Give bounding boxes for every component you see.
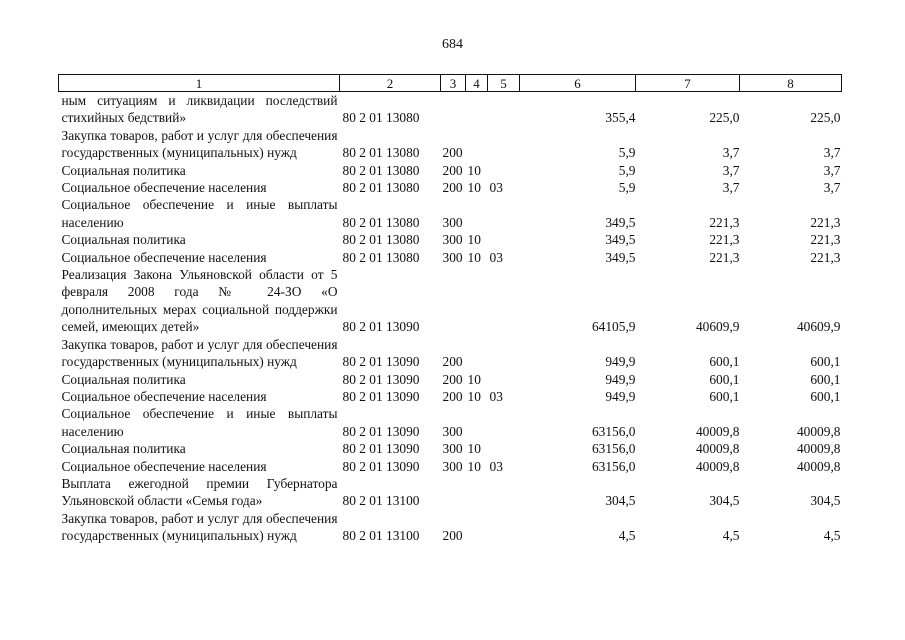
table-row <box>59 388 842 405</box>
row-pr <box>488 371 520 388</box>
row-pr: 03 <box>489 180 503 196</box>
row-pr: 03 <box>489 458 503 474</box>
row-name: Реализация Закона Ульяновской области от 5 февраля 2008 года № 24-ЗО «О дополнительных мерах социальной поддержки семей, имеющих детей» <box>61 267 338 335</box>
row-value-6: 304,5 <box>605 493 636 509</box>
row-value-7: 600,1 <box>709 371 740 387</box>
table-row <box>59 162 842 179</box>
row-rz: 10 <box>467 162 481 178</box>
row-value-7: 40009,8 <box>695 441 740 457</box>
row-pr <box>488 405 520 440</box>
table-row <box>59 179 842 196</box>
row-rz <box>466 405 488 440</box>
row-pr: 03 <box>489 249 503 265</box>
row-code: 80 2 01 13080 <box>342 214 420 230</box>
row-value-7: 221,3 <box>709 214 740 230</box>
row-value-8: 40609,9 <box>796 319 841 335</box>
row-vr: 200 <box>442 145 463 161</box>
row-value-6: 949,9 <box>605 388 636 404</box>
row-code: 80 2 01 13090 <box>342 371 420 387</box>
row-code: 80 2 01 13090 <box>342 441 420 457</box>
row-vr: 300 <box>442 232 463 248</box>
row-value-8: 4,5 <box>823 528 841 544</box>
row-name: Закупка товаров, работ и услуг для обеспечения государственных (муниципальных) нужд <box>61 336 338 370</box>
row-pr <box>488 231 520 248</box>
row-code: 80 2 01 13080 <box>342 232 420 248</box>
row-code: 80 2 01 13100 <box>342 528 420 544</box>
row-name: ным ситуациям и ликвидации последствий стихийных бедствий» <box>61 93 338 126</box>
header-col-7: 7 <box>636 75 740 92</box>
row-value-8: 600,1 <box>810 388 841 404</box>
row-name: Социальная политика <box>61 232 186 248</box>
row-rz <box>466 475 488 510</box>
page-number: 684 <box>442 37 463 52</box>
row-value-8: 40009,8 <box>796 458 841 474</box>
row-value-6: 63156,0 <box>591 423 636 439</box>
row-code: 80 2 01 13090 <box>342 354 420 370</box>
row-code: 80 2 01 13080 <box>342 180 420 196</box>
row-rz: 10 <box>467 371 481 387</box>
row-value-7: 221,3 <box>709 249 740 265</box>
row-pr: 03 <box>489 388 503 404</box>
row-vr: 300 <box>442 423 463 439</box>
table-row <box>59 405 842 440</box>
row-pr <box>488 127 520 162</box>
row-value-8: 40009,8 <box>796 441 841 457</box>
row-pr <box>488 162 520 179</box>
row-value-6: 949,9 <box>605 371 636 387</box>
row-value-6: 355,4 <box>605 110 636 126</box>
row-vr <box>441 266 466 336</box>
row-value-7: 225,0 <box>709 110 740 126</box>
header-col-8: 8 <box>740 75 842 92</box>
row-vr: 200 <box>442 388 463 404</box>
row-value-6: 63156,0 <box>591 458 636 474</box>
table-row <box>59 371 842 388</box>
row-name: Социальное обеспечение и иные выплаты населению <box>61 406 338 439</box>
row-value-6: 349,5 <box>605 232 636 248</box>
row-value-7: 3,7 <box>722 162 740 178</box>
row-rz: 10 <box>467 441 481 457</box>
header-col-5: 5 <box>488 75 520 92</box>
row-pr <box>488 336 520 371</box>
row-code: 80 2 01 13090 <box>342 423 420 439</box>
row-name: Социальное обеспечение населения <box>61 180 267 196</box>
row-name: Социальное обеспечение и иные выплаты населению <box>61 197 338 230</box>
row-value-8: 304,5 <box>810 493 841 509</box>
table-row <box>59 92 842 127</box>
row-value-8: 3,7 <box>823 162 841 178</box>
row-value-7: 4,5 <box>722 528 740 544</box>
row-value-6: 64105,9 <box>591 319 636 335</box>
row-code: 80 2 01 13080 <box>342 162 420 178</box>
row-code: 80 2 01 13090 <box>342 458 420 474</box>
row-pr <box>488 440 520 457</box>
row-value-8: 221,3 <box>810 232 841 248</box>
table-row <box>59 249 842 266</box>
row-value-8: 221,3 <box>810 214 841 230</box>
row-rz <box>466 510 488 545</box>
row-name: Социальная политика <box>61 162 186 178</box>
row-rz <box>466 196 488 231</box>
row-value-7: 221,3 <box>709 232 740 248</box>
header-col-3: 3 <box>441 75 466 92</box>
row-name: Социальное обеспечение населения <box>61 249 267 265</box>
row-value-6: 349,5 <box>605 214 636 230</box>
table-row <box>59 440 842 457</box>
table-row <box>59 127 842 162</box>
row-value-6: 63156,0 <box>591 441 636 457</box>
row-value-7: 600,1 <box>709 354 740 370</box>
header-col-6: 6 <box>520 75 636 92</box>
row-value-8: 600,1 <box>810 354 841 370</box>
row-pr <box>488 475 520 510</box>
table-row <box>59 266 842 336</box>
budget-table <box>58 74 842 545</box>
row-rz <box>466 266 488 336</box>
row-rz: 10 <box>467 232 481 248</box>
row-value-6: 4,5 <box>618 528 636 544</box>
row-name: Закупка товаров, работ и услуг для обеспечения государственных (муниципальных) нужд <box>61 510 338 544</box>
row-pr <box>488 196 520 231</box>
row-vr: 300 <box>442 249 463 265</box>
header-col-4: 4 <box>466 75 488 92</box>
row-code: 80 2 01 13090 <box>342 388 420 404</box>
row-value-7: 3,7 <box>722 180 740 196</box>
table-row <box>59 475 842 510</box>
row-rz <box>466 127 488 162</box>
row-code: 80 2 01 13080 <box>342 145 420 161</box>
row-rz <box>466 336 488 371</box>
row-value-8: 3,7 <box>823 180 841 196</box>
row-value-8: 221,3 <box>810 249 841 265</box>
row-code: 80 2 01 13090 <box>342 319 420 335</box>
row-name: Закупка товаров, работ и услуг для обеспечения государственных (муниципальных) нужд <box>61 127 338 161</box>
header-col-2: 2 <box>340 75 441 92</box>
row-vr: 300 <box>442 458 463 474</box>
header-row <box>59 75 842 92</box>
row-vr <box>441 92 466 127</box>
row-code: 80 2 01 13100 <box>342 493 420 509</box>
row-vr: 200 <box>442 371 463 387</box>
row-pr <box>488 266 520 336</box>
row-vr: 300 <box>442 214 463 230</box>
row-value-6: 949,9 <box>605 354 636 370</box>
row-value-6: 5,9 <box>618 162 636 178</box>
row-value-7: 3,7 <box>722 145 740 161</box>
row-value-7: 600,1 <box>709 388 740 404</box>
row-name: Социальное обеспечение населения <box>61 458 267 474</box>
table-body <box>59 92 842 545</box>
row-name: Выплата ежегодной премии Губернатора Ульяновской области «Семья года» <box>61 475 338 509</box>
table-header <box>59 75 842 92</box>
table-row <box>59 510 842 545</box>
row-value-8: 225,0 <box>810 110 841 126</box>
row-pr <box>488 92 520 127</box>
row-rz <box>466 92 488 127</box>
row-vr: 200 <box>442 162 463 178</box>
row-value-6: 349,5 <box>605 249 636 265</box>
row-rz: 10 <box>467 458 481 474</box>
row-code: 80 2 01 13080 <box>342 110 420 126</box>
row-name: Социальная политика <box>61 371 186 387</box>
row-value-7: 40009,8 <box>695 423 740 439</box>
row-pr <box>488 510 520 545</box>
row-vr: 300 <box>442 441 463 457</box>
row-code: 80 2 01 13080 <box>342 249 420 265</box>
table-row <box>59 231 842 248</box>
row-vr: 200 <box>442 354 463 370</box>
row-vr <box>441 475 466 510</box>
header-col-1: 1 <box>59 75 340 92</box>
row-value-7: 40609,9 <box>695 319 740 335</box>
row-value-8: 40009,8 <box>796 423 841 439</box>
row-rz: 10 <box>467 249 481 265</box>
row-value-6: 5,9 <box>618 180 636 196</box>
table-row <box>59 336 842 371</box>
row-value-7: 304,5 <box>709 493 740 509</box>
row-name: Социальная политика <box>61 441 186 457</box>
row-rz: 10 <box>467 180 481 196</box>
row-value-8: 600,1 <box>810 371 841 387</box>
row-value-8: 3,7 <box>823 145 841 161</box>
row-vr: 200 <box>442 528 463 544</box>
row-value-7: 40009,8 <box>695 458 740 474</box>
row-name: Социальное обеспечение населения <box>61 388 267 404</box>
row-vr: 200 <box>442 180 463 196</box>
row-rz: 10 <box>467 388 481 404</box>
table-row <box>59 458 842 475</box>
row-value-6: 5,9 <box>618 145 636 161</box>
table-row <box>59 196 842 231</box>
